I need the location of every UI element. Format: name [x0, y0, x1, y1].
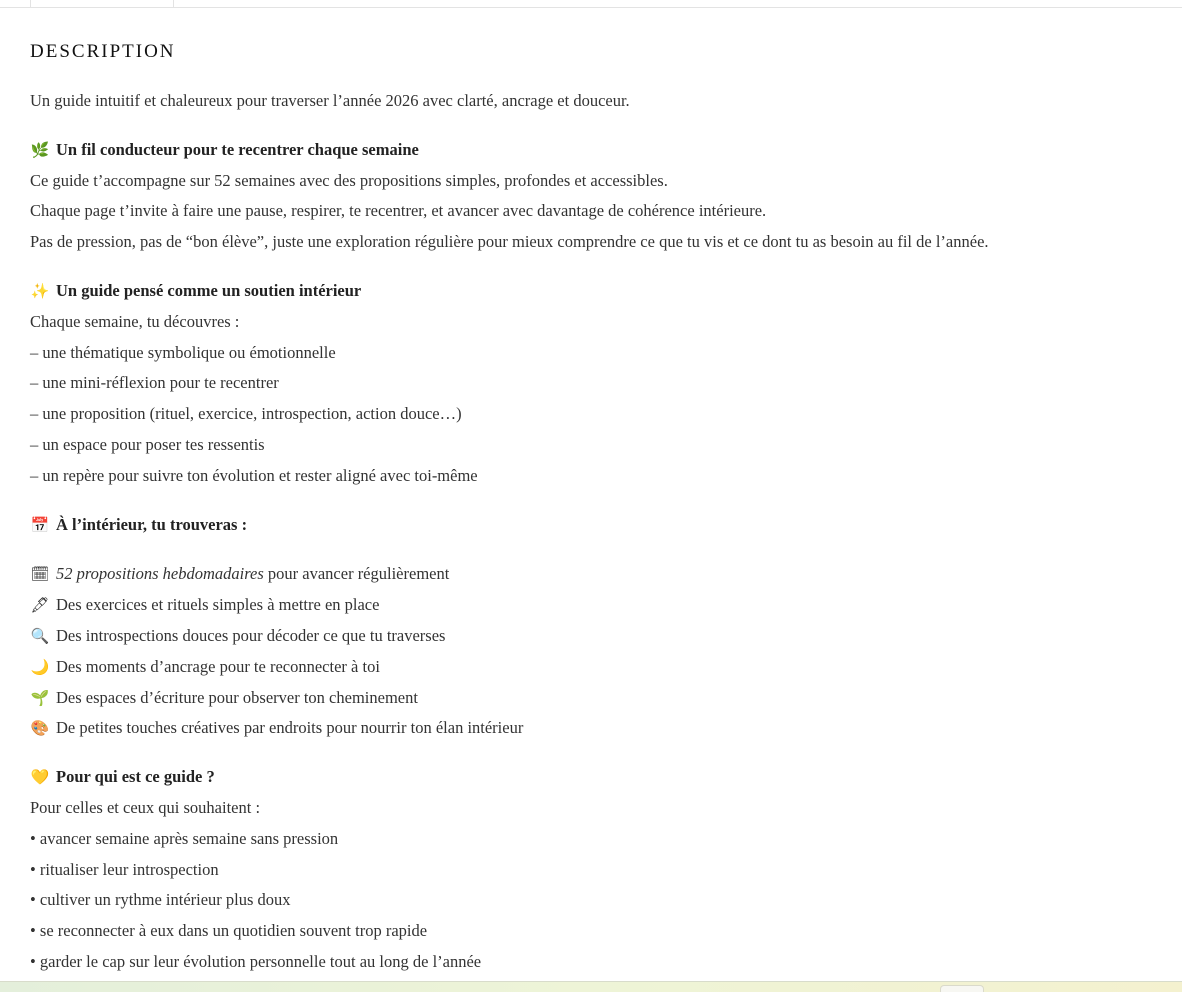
body-line: Ce guide t’accompagne sur 52 semaines avec des propositions simples, profondes et accessibles. [30, 170, 668, 190]
magnifier-icon: 🔍 [30, 626, 50, 645]
intro-text: Un guide intuitif et chaleureux pour traverser l’année 2026 avec clarté, ancrage et douceur. [30, 91, 630, 110]
crescent-moon-icon: 🌙 [30, 657, 50, 676]
body-line: Chaque semaine, tu découvres : [30, 311, 240, 331]
list-item [30, 683, 1170, 714]
list-item [30, 590, 1170, 621]
heading-text: Un guide pensé comme un soutien intérieur [56, 280, 362, 300]
list-item: • garder le cap sur leur évolution personnelle tout au long de l’année [30, 951, 482, 971]
heading-text: Un fil conducteur pour te recentrer chaque semaine [56, 139, 419, 159]
list-item-text: Des espaces d’écriture pour observer ton cheminement [56, 687, 418, 707]
sparkles-icon: ✨ [30, 281, 50, 300]
section-title: DESCRIPTION [30, 41, 176, 62]
footer-chip[interactable] [940, 985, 984, 992]
list-item-text: Des exercices et rituels simples à mettre en place [56, 595, 380, 615]
block-heading [30, 762, 1170, 793]
list-item: • se reconnecter à eux dans un quotidien souvent trop rapide [30, 921, 428, 941]
body-line: Pour celles et ceux qui souhaitent : [30, 797, 261, 817]
heading-text: Pour qui est ce guide ? [56, 767, 215, 787]
calendar-icon: 📅 [30, 515, 50, 534]
list-item: – un repère pour suivre ton évolution et rester aligné avec toi-même [30, 465, 478, 485]
palette-icon: 🎨 [30, 719, 50, 738]
block-heading [30, 276, 1170, 307]
list-item-text: De petites touches créatives par endroits pour nourrir ton élan intérieur [56, 718, 524, 738]
body-line: Chaque page t’invite à faire une pause, respirer, te recentrer, et avancer avec davantage de cohérence intérieure. [30, 201, 767, 221]
list-item: – une proposition (rituel, exercice, introspection, action douce…) [30, 404, 462, 424]
list-item: • ritualiser leur introspection [30, 859, 219, 879]
list-item: – une mini-réflexion pour te recentrer [30, 373, 279, 393]
herb-icon: 🌿 [30, 140, 50, 159]
list-item [30, 652, 1170, 683]
list-item-text: pour avancer régulièrement [263, 564, 450, 584]
block-heading [30, 510, 1170, 541]
tab-strip [0, 0, 1182, 8]
block-inner-support [30, 276, 1170, 492]
body-line: Pas de pression, pas de “bon élève”, juste une exploration régulière pour mieux comprendre ce que tu vis et ce dont tu as besoin au fil de l’année. [30, 232, 989, 252]
block-guiding-thread [30, 135, 1170, 258]
pen-icon: 🖋 [30, 596, 50, 615]
list-item [30, 621, 1170, 652]
description-panel [30, 30, 1170, 978]
list-item [30, 713, 1170, 744]
block-audience [30, 762, 1170, 978]
emphasis-text: 52 propositions hebdomadaires [56, 564, 264, 584]
list-item: – un espace pour poser tes ressentis [30, 434, 265, 454]
heading-text: À l’intérieur, tu trouveras : [56, 514, 248, 534]
tab-description[interactable] [30, 0, 174, 7]
list-item-text: Des introspections douces pour décoder ce que tu traverses [56, 625, 446, 645]
list-item: • cultiver un rythme intérieur plus doux [30, 890, 291, 910]
seedling-icon: 🌱 [30, 688, 50, 707]
spiral-calendar-icon: 🗓 [30, 565, 50, 584]
list-item: – une thématique symbolique ou émotionnelle [30, 342, 336, 362]
list-item-text: Des moments d’ancrage pour te reconnecter à toi [56, 656, 380, 676]
block-heading [30, 135, 1170, 166]
yellow-heart-icon: 💛 [30, 768, 50, 787]
list-item [30, 559, 1170, 590]
footer-bar [0, 981, 1182, 992]
block-contents [30, 510, 1170, 745]
list-item: • avancer semaine après semaine sans pression [30, 828, 339, 848]
